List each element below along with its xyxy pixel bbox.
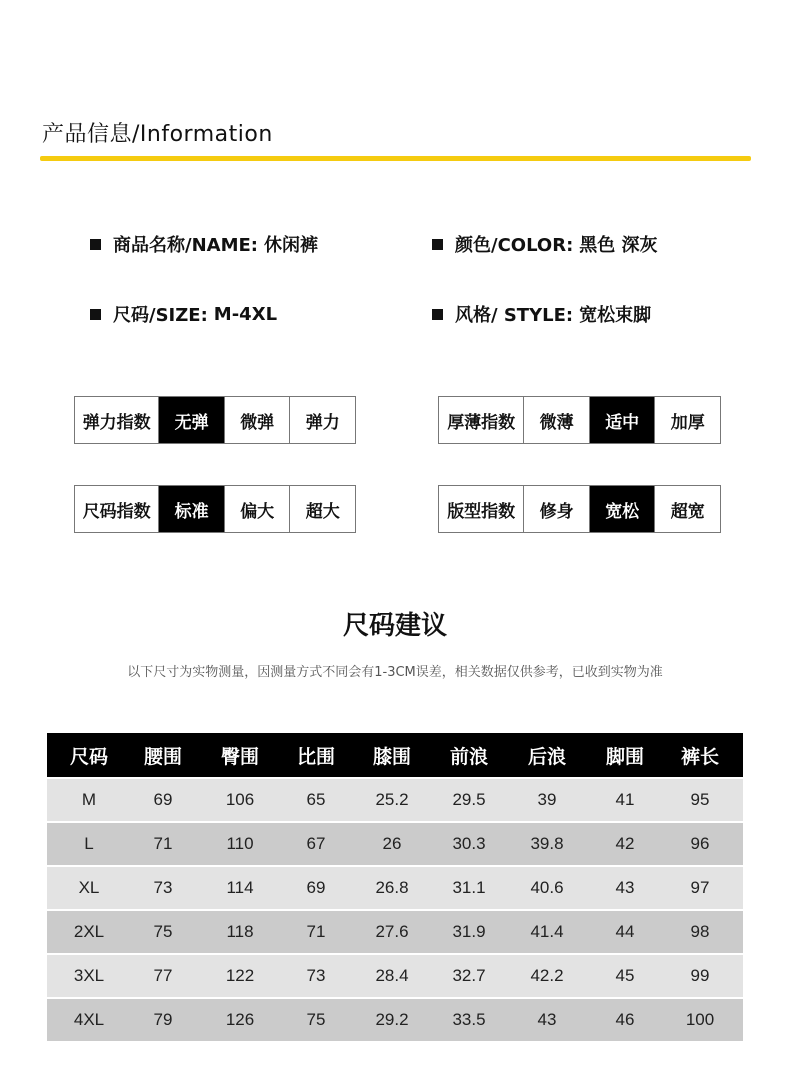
scale-title: 版型指数	[447, 501, 516, 522]
table-cell: 75	[306, 1010, 326, 1029]
scale-option: 微薄	[523, 397, 589, 443]
table-cell: 41	[615, 790, 635, 809]
table-cell: 43	[615, 878, 635, 897]
table-cell: 39.8	[530, 834, 564, 853]
scale-sizing	[74, 485, 356, 533]
table-cell: 4XL	[73, 1010, 105, 1029]
info-label: 商品名称/NAME:	[113, 235, 258, 256]
table-cell: 40.6	[530, 878, 564, 897]
title-underline	[40, 156, 751, 161]
table-cell: 30.3	[452, 834, 486, 853]
table-cell: 29.5	[452, 790, 486, 809]
table-cell: 106	[225, 790, 255, 809]
table-cell: 26.8	[375, 878, 409, 897]
table-row	[47, 911, 743, 953]
info-label: 风格/ STYLE:	[455, 305, 574, 326]
scale-option: 修身	[523, 486, 589, 532]
scale-thickness	[438, 396, 721, 444]
table-cell: 32.7	[452, 966, 486, 985]
table-header-cell: 后浪	[527, 745, 566, 768]
table-cell: 96	[690, 834, 710, 853]
table-cell: 28.4	[375, 966, 409, 985]
table-cell: 73	[306, 966, 326, 985]
table-header-cell: 脚围	[605, 745, 644, 768]
table-cell: 99	[690, 966, 710, 985]
scale-option: 弹力	[289, 397, 355, 443]
bullet-square-icon	[90, 309, 101, 320]
info-value: 黑色 深灰	[579, 235, 658, 256]
size-heading: 尺码建议	[342, 611, 447, 641]
table-cell: L	[84, 834, 94, 853]
scale-option-selected: 无弹	[158, 397, 224, 443]
table-cell: 46	[615, 1010, 635, 1029]
table-cell: 71	[306, 922, 326, 941]
table-cell: 3XL	[73, 966, 105, 985]
table-cell: 118	[226, 922, 254, 941]
table-header-cell: 膝围	[372, 745, 411, 768]
table-cell: 71	[153, 834, 173, 853]
scale-option-selected: 标准	[158, 486, 224, 532]
table-header-cell: 裤长	[680, 745, 719, 768]
table-row	[47, 867, 743, 909]
table-header-cell: 臀围	[220, 745, 259, 768]
scale-elasticity	[74, 396, 356, 444]
table-cell: 97	[690, 878, 710, 897]
table-cell: 67	[306, 834, 326, 853]
size-table	[47, 733, 743, 1041]
table-cell: 98	[690, 922, 710, 941]
table-cell: 77	[153, 966, 173, 985]
table-cell: 79	[153, 1010, 173, 1029]
scale-title: 厚薄指数	[447, 412, 516, 433]
table-cell: 41.4	[530, 922, 564, 941]
scale-option: 偏大	[224, 486, 290, 532]
info-value: 宽松束脚	[579, 305, 652, 326]
scale-option: 超宽	[654, 486, 720, 532]
scale-option-selected: 适中	[589, 397, 655, 443]
info-label: 尺码/SIZE:	[113, 305, 208, 326]
table-cell: 122	[225, 966, 255, 985]
table-cell: 100	[685, 1010, 715, 1029]
table-header-cell: 尺码	[69, 745, 108, 768]
scale-option: 超大	[289, 486, 355, 532]
table-cell: 33.5	[452, 1010, 486, 1029]
table-header-cell: 前浪	[449, 745, 488, 768]
table-body	[47, 779, 743, 1041]
info-item-size	[90, 301, 277, 327]
table-cell: 43	[537, 1010, 557, 1029]
table-cell: 95	[690, 790, 710, 809]
table-cell: 114	[226, 878, 254, 897]
table-cell: 27.6	[375, 922, 409, 941]
table-cell: 31.1	[452, 878, 486, 897]
scale-option-selected: 宽松	[589, 486, 655, 532]
scale-title: 弹力指数	[82, 412, 151, 433]
table-row	[47, 955, 743, 997]
table-cell: 69	[153, 790, 173, 809]
table-cell: 2XL	[73, 922, 105, 941]
info-item-style	[432, 301, 651, 327]
table-cell: 65	[306, 790, 326, 809]
table-cell: 42	[615, 834, 635, 853]
table-header-row	[47, 733, 743, 777]
table-row	[47, 823, 743, 865]
table-cell: 42.2	[530, 966, 564, 985]
table-cell: 29.2	[375, 1010, 409, 1029]
table-header-cell: 比围	[296, 745, 335, 768]
size-note: 以下尺寸为实物测量，因测量方式不同会有1-3CM误差，相关数据仅供参考，已收到实物为准	[127, 665, 663, 680]
bullet-square-icon	[432, 309, 443, 320]
info-value: M-4XL	[213, 303, 278, 325]
scale-title: 尺码指数	[82, 501, 151, 522]
table-row	[47, 779, 743, 821]
scale-fit	[438, 485, 721, 533]
table-cell: 75	[153, 922, 173, 941]
table-header-cell: 腰围	[143, 745, 182, 768]
table-cell: 31.9	[452, 922, 486, 941]
table-cell: 126	[225, 1010, 255, 1029]
table-cell: XL	[78, 878, 100, 897]
bullet-square-icon	[90, 239, 101, 250]
info-label: 颜色/COLOR:	[455, 235, 574, 256]
table-cell: 44	[615, 922, 635, 941]
bullet-square-icon	[432, 239, 443, 250]
table-cell: 26	[382, 834, 402, 853]
scale-option: 加厚	[654, 397, 720, 443]
table-cell: M	[81, 790, 97, 809]
table-cell: 73	[153, 878, 173, 897]
table-cell: 45	[615, 966, 635, 985]
table-cell: 25.2	[375, 790, 409, 809]
info-item-name	[90, 231, 318, 257]
section-title: 产品信息/Information	[42, 122, 273, 147]
table-cell: 39	[537, 790, 557, 809]
info-value: 休闲裤	[263, 235, 318, 256]
table-row	[47, 999, 743, 1041]
table-cell: 110	[226, 834, 254, 853]
scale-option: 微弹	[224, 397, 290, 443]
table-cell: 69	[306, 878, 326, 897]
info-item-color	[432, 231, 658, 257]
